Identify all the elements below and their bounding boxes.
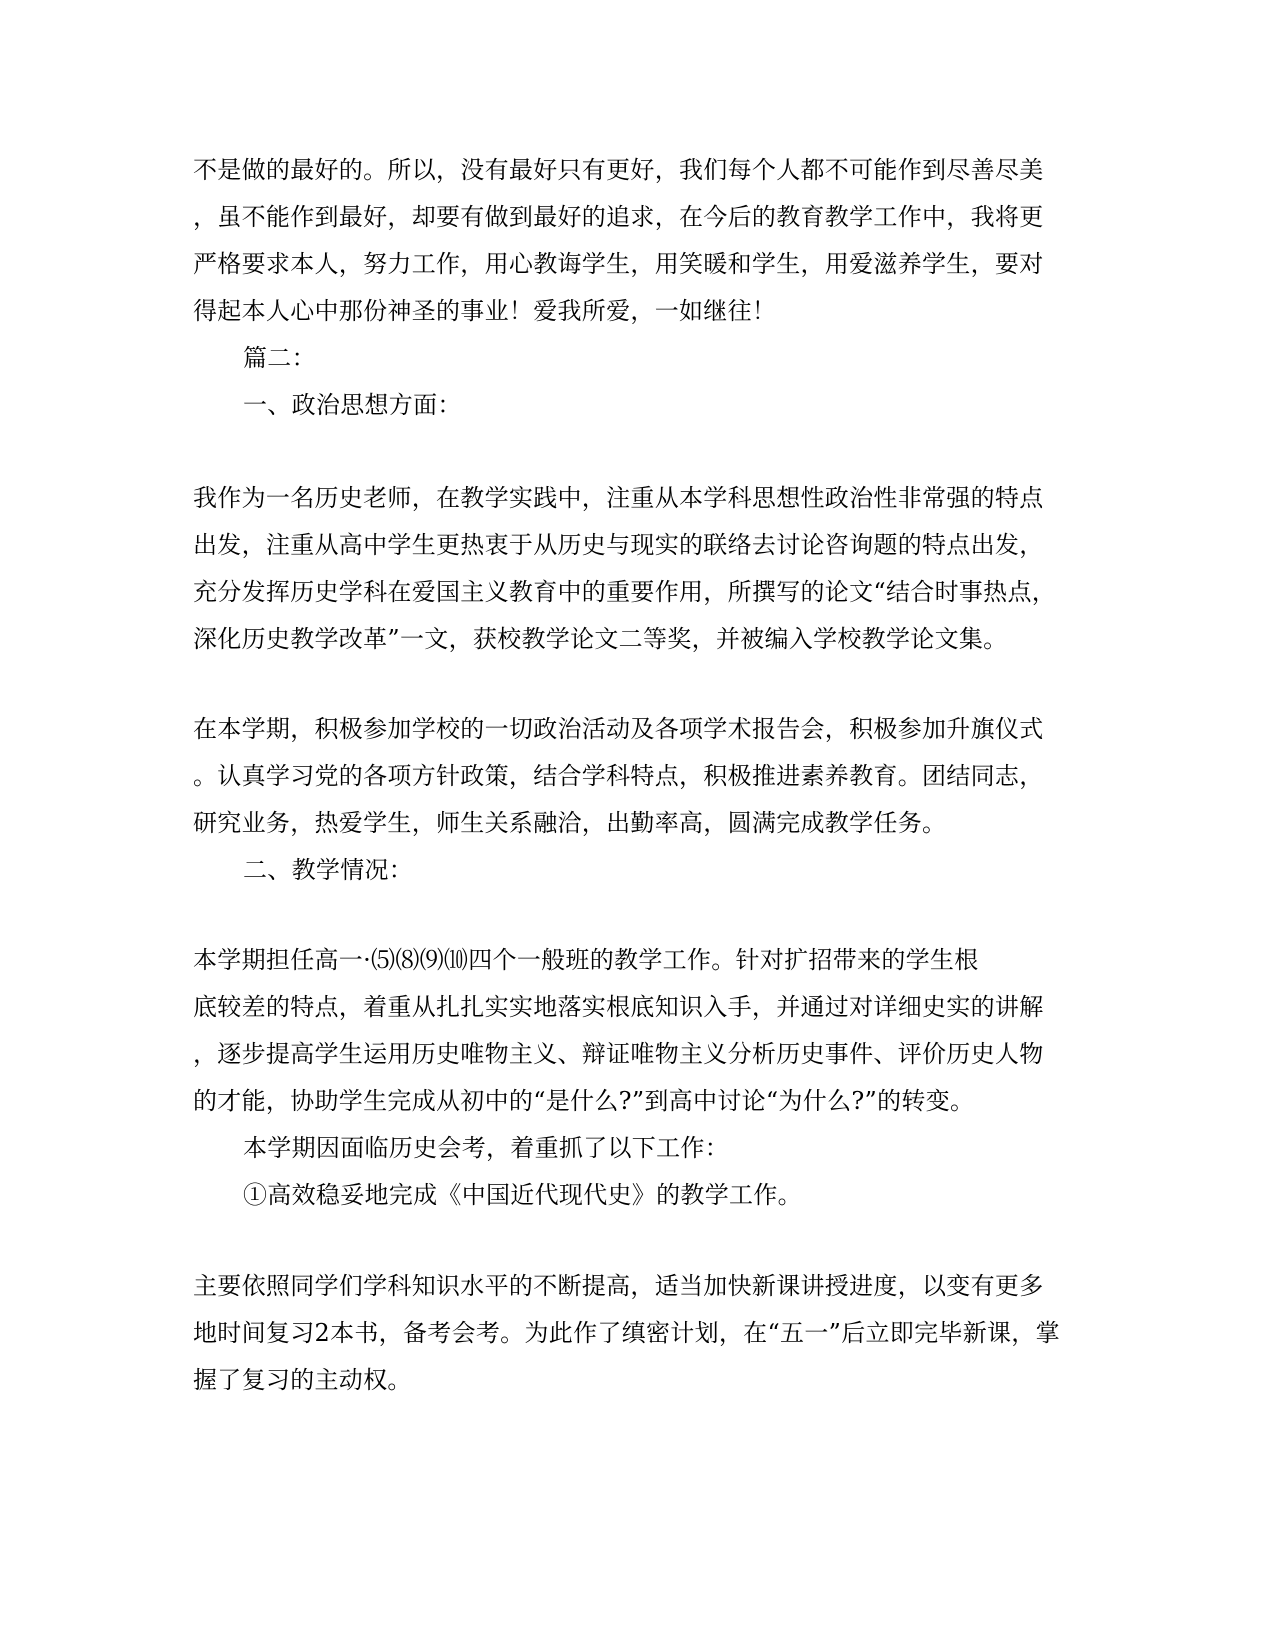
section-heading: 二、教学情况： (243, 856, 414, 884)
paragraph-line: 本学期担任高一·⑸⑻⑼⑽四个一般班的教学工作。针对扩招带来的学生根 (193, 946, 979, 974)
paragraph-line: 我作为一名历史老师，在教学实践中，注重从本学科思想性政治性非常强的特点 (193, 484, 1044, 512)
paragraph-line: 地时间复习2本书，备考会考。为此作了缜密计划，在“五一”后立即完毕新课，掌 (193, 1319, 1060, 1347)
list-item: ①高效稳妥地完成《中国近代现代史》的教学工作。 (243, 1181, 802, 1209)
section-heading: 篇二： (243, 344, 316, 372)
paragraph-line: 本学期因面临历史会考，着重抓了以下工作： (243, 1134, 729, 1162)
paragraph-line: 在本学期，积极参加学校的一切政治活动及各项学术报告会，积极参加升旗仪式 (193, 715, 1044, 743)
paragraph-line: ，逐步提高学生运用历史唯物主义、辩证唯物主义分析历史事件、评价历史人物 (193, 1040, 1044, 1068)
paragraph-line: 深化历史教学改革”一文，获校教学论文二等奖，并被编入学校教学论文集。 (193, 625, 1008, 653)
paragraph-line: 充分发挥历史学科在爱国主义教育中的重要作用，所撰写的论文“结合时事热点， (193, 578, 1057, 606)
paragraph-line: 研究业务，热爱学生，师生关系融洽，出勤率高，圆满完成教学任务。 (193, 809, 947, 837)
paragraph-line: ，虽不能作到最好，却要有做到最好的追求，在今后的教育教学工作中，我将更 (193, 203, 1044, 231)
paragraph-line: 握了复习的主动权。 (193, 1366, 412, 1394)
section-heading: 一、政治思想方面： (243, 391, 462, 419)
paragraph-line: 的才能，协助学生完成从初中的“是什么?”到高中讨论“为什么?”的转变。 (193, 1087, 975, 1115)
paragraph-line: 严格要求本人，努力工作，用心教诲学生，用笑暖和学生，用爱滋养学生，要对 (193, 250, 1044, 278)
paragraph-line: 不是做的最好的。所以，没有最好只有更好，我们每个人都不可能作到尽善尽美 (193, 156, 1044, 184)
paragraph-line: 。认真学习党的各项方针政策，结合学科特点，积极推进素养教育。团结同志， (193, 762, 1044, 790)
paragraph-line: 底较差的特点，着重从扎扎实实地落实根底知识入手，并通过对详细史实的讲解 (193, 993, 1044, 1021)
paragraph-line: 主要依照同学们学科知识水平的不断提高，适当加快新课讲授进度，以变有更多 (193, 1272, 1044, 1300)
paragraph-line: 出发，注重从高中学生更热衷于从历史与现实的联络去讨论咨询题的特点出发， (193, 531, 1044, 559)
paragraph-line: 得起本人心中那份神圣的事业！爱我所爱，一如继往！ (193, 297, 777, 325)
